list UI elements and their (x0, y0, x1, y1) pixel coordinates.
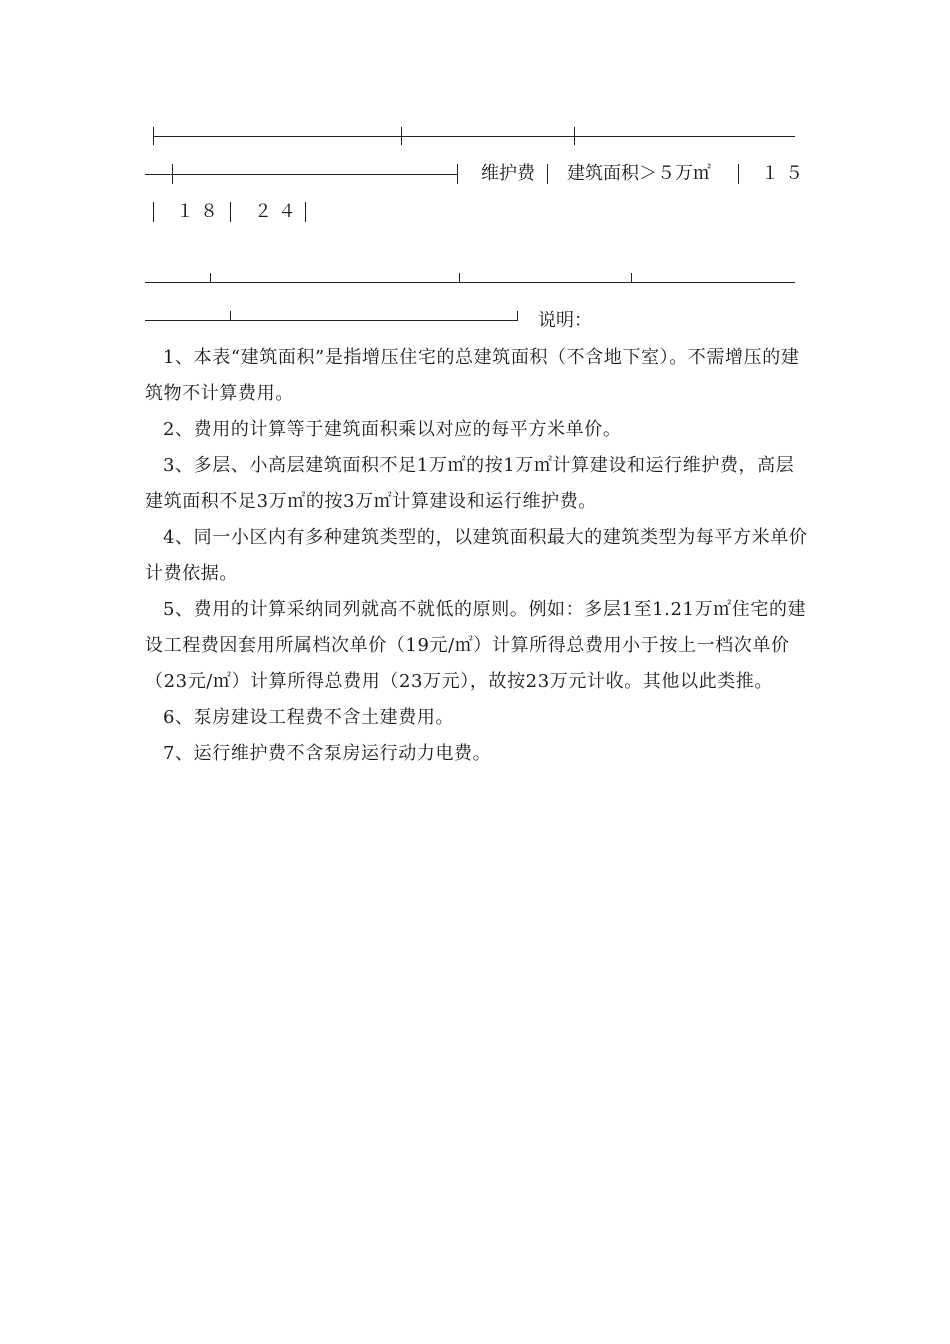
table-area-condition: 建筑面积＞５万㎡ (567, 163, 711, 184)
table-row-label: 维护费 (481, 163, 535, 184)
note-item: 4、同一小区内有多种建筑类型的，以建筑面积最大的建筑类型为每平方米单价计费依据。 (145, 527, 808, 584)
table-border-tick (517, 311, 518, 321)
table-border-line (145, 282, 795, 283)
table-border-tick (153, 202, 154, 222)
table-border-tick (230, 311, 231, 321)
note-item: 5、费用的计算采纳同列就高不就低的原则。例如：多层1至1.21万㎡住宅的建设工程费因套用所属档次单价（19元/㎡）计算所得总费用小于按上一档次单价（23元/㎡）计算所得总费用（23万元），故按23万元计收。其他以此类推。 (145, 599, 807, 692)
table-border-tick (172, 164, 173, 184)
note-item: 7、运行维护费不含泵房运行动力电费。 (163, 743, 492, 764)
table-border-tick (574, 127, 575, 145)
table-value-3: ２４ (254, 201, 302, 222)
notes-heading: 说明： (538, 310, 592, 331)
table-border-tick (459, 273, 460, 283)
table-border-tick (305, 202, 306, 222)
table-border-line (153, 136, 795, 137)
table-border-tick (547, 164, 548, 184)
table-value-2: １８ (176, 201, 224, 222)
notes-section (145, 310, 810, 772)
note-item: 2、费用的计算等于建筑面积乘以对应的每平方米单价。 (163, 419, 622, 440)
table-border-line (145, 174, 457, 175)
table-border-tick (401, 127, 402, 145)
table-border-tick (631, 273, 632, 283)
table-value-1: １５ (761, 163, 809, 184)
note-item: 3、多层、小高层建筑面积不足1万㎡的按1万㎡计算建设和运行维护费，高层建筑面积不足3万㎡的按3万㎡计算建设和运行维护费。 (145, 455, 795, 512)
table-border-tick (457, 164, 458, 184)
note-item: 1、本表“建筑面积”是指增压住宅的总建筑面积（不含地下室）。不需增压的建筑物不计算费用。 (145, 347, 800, 404)
table-border-tick (230, 202, 231, 222)
note-item: 6、泵房建设工程费不含土建费用。 (163, 707, 455, 728)
table-border-line (145, 320, 517, 321)
table-border-tick (738, 164, 739, 184)
table-border-tick (210, 273, 211, 283)
